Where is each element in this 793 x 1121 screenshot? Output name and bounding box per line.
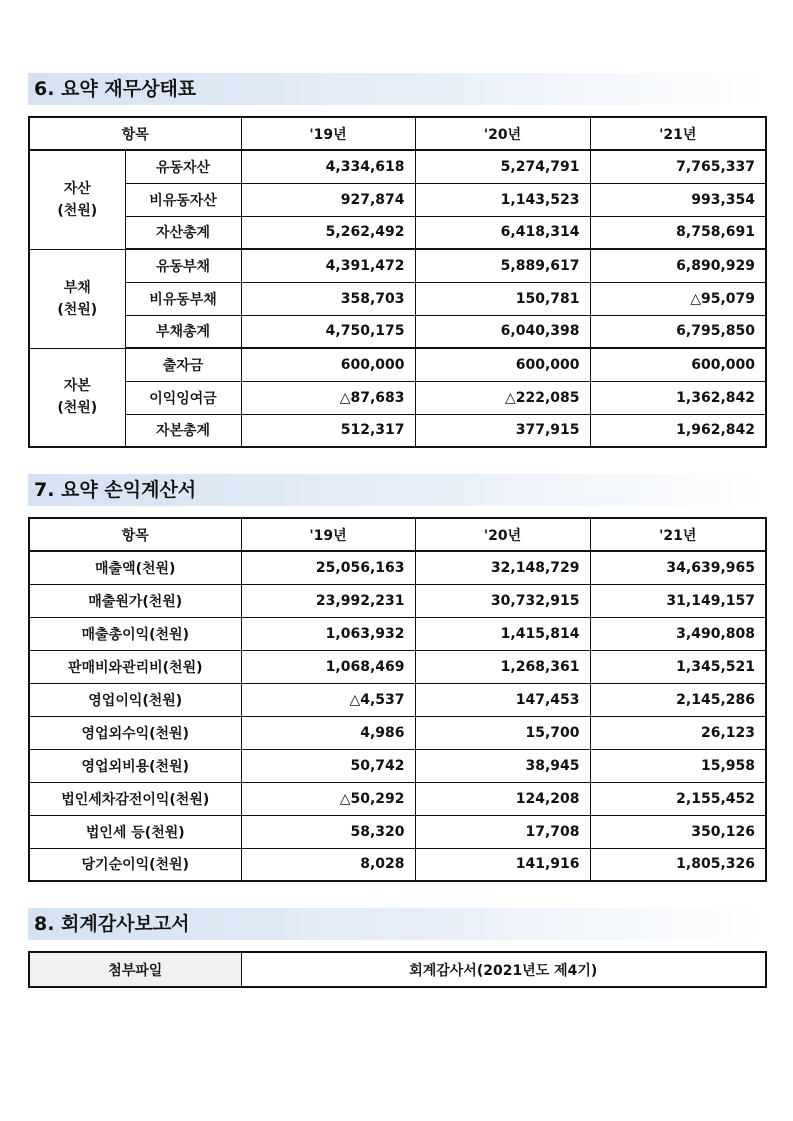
value-2020: 1,415,814 [415, 617, 590, 650]
value-2019: 4,391,472 [241, 249, 415, 282]
value-2021: 1,345,521 [590, 650, 766, 683]
value-2019: 512,317 [241, 414, 415, 447]
value-2019: 927,874 [241, 183, 415, 216]
value-2021: 993,354 [590, 183, 766, 216]
value-2021: 6,795,850 [590, 315, 766, 348]
value-2020: 150,781 [415, 282, 590, 315]
row-label: 영업이익(천원) [29, 683, 241, 716]
value-2020: 377,915 [415, 414, 590, 447]
table-row [29, 249, 766, 282]
balance-sheet-header-row [29, 117, 766, 150]
value-2020: 147,453 [415, 683, 590, 716]
group-name: 부채 [63, 279, 91, 296]
row-label: 비유동부채 [125, 282, 241, 315]
header-2021: '21년 [590, 117, 766, 150]
row-label: 부채총계 [125, 315, 241, 348]
header-2020: '20년 [415, 117, 590, 150]
group-unit: (천원) [57, 301, 98, 318]
table-row [29, 183, 766, 216]
value-2019: 358,703 [241, 282, 415, 315]
value-2020: 17,708 [415, 815, 590, 848]
section-8-title: 8. 회계감사보고서 [28, 908, 765, 940]
value-2020: 141,916 [415, 848, 590, 881]
value-2021: 31,149,157 [590, 584, 766, 617]
value-2021: 600,000 [590, 348, 766, 381]
value-2020: 32,148,729 [415, 551, 590, 584]
row-label: 자본총계 [125, 414, 241, 447]
table-row [29, 848, 766, 881]
group-unit: (천원) [57, 400, 98, 417]
value-2020: 124,208 [415, 782, 590, 815]
group-label-assets [29, 150, 125, 249]
value-2020: 30,732,915 [415, 584, 590, 617]
table-row [29, 315, 766, 348]
value-2019: 4,750,175 [241, 315, 415, 348]
value-2019: 600,000 [241, 348, 415, 381]
group-label-equity [29, 348, 125, 447]
header-2019: '19년 [241, 117, 415, 150]
section-6-title: 6. 요약 재무상태표 [28, 73, 765, 105]
row-label: 당기순이익(천원) [29, 848, 241, 881]
value-2020: 1,143,523 [415, 183, 590, 216]
row-label: 판매비와관리비(천원) [29, 650, 241, 683]
value-2021: 15,958 [590, 749, 766, 782]
value-2021: 34,639,965 [590, 551, 766, 584]
value-2021: 6,890,929 [590, 249, 766, 282]
row-label: 영업외비용(천원) [29, 749, 241, 782]
row-label: 출자금 [125, 348, 241, 381]
audit-report-table [28, 951, 767, 988]
value-2019: 58,320 [241, 815, 415, 848]
value-2021: 350,126 [590, 815, 766, 848]
value-2019: 50,742 [241, 749, 415, 782]
balance-sheet-table [28, 116, 767, 448]
value-2021: 26,123 [590, 716, 766, 749]
attachment-link[interactable]: 회계감사서(2021년도 제4기) [241, 952, 766, 987]
header-item: 항목 [29, 117, 241, 150]
row-label: 법인세차감전이익(천원) [29, 782, 241, 815]
attachment-row [29, 952, 766, 987]
table-row [29, 551, 766, 584]
table-row [29, 414, 766, 447]
row-label: 유동자산 [125, 150, 241, 183]
table-row [29, 617, 766, 650]
value-2021: △95,079 [590, 282, 766, 315]
value-2019: 1,068,469 [241, 650, 415, 683]
table-row [29, 381, 766, 414]
row-label: 자산총계 [125, 216, 241, 249]
table-row [29, 282, 766, 315]
value-2019: △50,292 [241, 782, 415, 815]
value-2021: 8,758,691 [590, 216, 766, 249]
value-2019: 4,986 [241, 716, 415, 749]
attachment-label: 첨부파일 [29, 952, 241, 987]
table-row [29, 716, 766, 749]
value-2020: 5,274,791 [415, 150, 590, 183]
row-label: 매출액(천원) [29, 551, 241, 584]
header-item: 항목 [29, 518, 241, 551]
table-row [29, 782, 766, 815]
header-2021: '21년 [590, 518, 766, 551]
value-2020: 5,889,617 [415, 249, 590, 282]
value-2020: 6,040,398 [415, 315, 590, 348]
value-2019: 5,262,492 [241, 216, 415, 249]
table-row [29, 150, 766, 183]
row-label: 유동부채 [125, 249, 241, 282]
table-row [29, 815, 766, 848]
row-label: 법인세 등(천원) [29, 815, 241, 848]
table-row [29, 650, 766, 683]
value-2019: 25,056,163 [241, 551, 415, 584]
group-name: 자산 [63, 180, 91, 197]
header-2020: '20년 [415, 518, 590, 551]
value-2021: 2,155,452 [590, 782, 766, 815]
table-row [29, 749, 766, 782]
value-2019: 1,063,932 [241, 617, 415, 650]
group-label-liabilities [29, 249, 125, 348]
group-name: 자본 [63, 378, 91, 395]
value-2019: 8,028 [241, 848, 415, 881]
table-row [29, 348, 766, 381]
value-2019: 23,992,231 [241, 584, 415, 617]
value-2021: 2,145,286 [590, 683, 766, 716]
value-2020: 6,418,314 [415, 216, 590, 249]
value-2021: 1,805,326 [590, 848, 766, 881]
row-label: 매출총이익(천원) [29, 617, 241, 650]
section-7-title: 7. 요약 손익계산서 [28, 474, 765, 506]
row-label: 영업외수익(천원) [29, 716, 241, 749]
value-2020: 1,268,361 [415, 650, 590, 683]
row-label: 비유동자산 [125, 183, 241, 216]
income-statement-header-row [29, 518, 766, 551]
value-2021: 3,490,808 [590, 617, 766, 650]
group-unit: (천원) [57, 202, 98, 219]
value-2020: 38,945 [415, 749, 590, 782]
value-2019: 4,334,618 [241, 150, 415, 183]
header-2019: '19년 [241, 518, 415, 551]
value-2021: 7,765,337 [590, 150, 766, 183]
value-2019: △87,683 [241, 381, 415, 414]
value-2021: 1,962,842 [590, 414, 766, 447]
table-row [29, 216, 766, 249]
value-2019: △4,537 [241, 683, 415, 716]
table-row [29, 683, 766, 716]
value-2021: 1,362,842 [590, 381, 766, 414]
row-label: 매출원가(천원) [29, 584, 241, 617]
row-label: 이익잉여금 [125, 381, 241, 414]
value-2020: 600,000 [415, 348, 590, 381]
value-2020: △222,085 [415, 381, 590, 414]
table-row [29, 584, 766, 617]
income-statement-table [28, 517, 767, 882]
value-2020: 15,700 [415, 716, 590, 749]
